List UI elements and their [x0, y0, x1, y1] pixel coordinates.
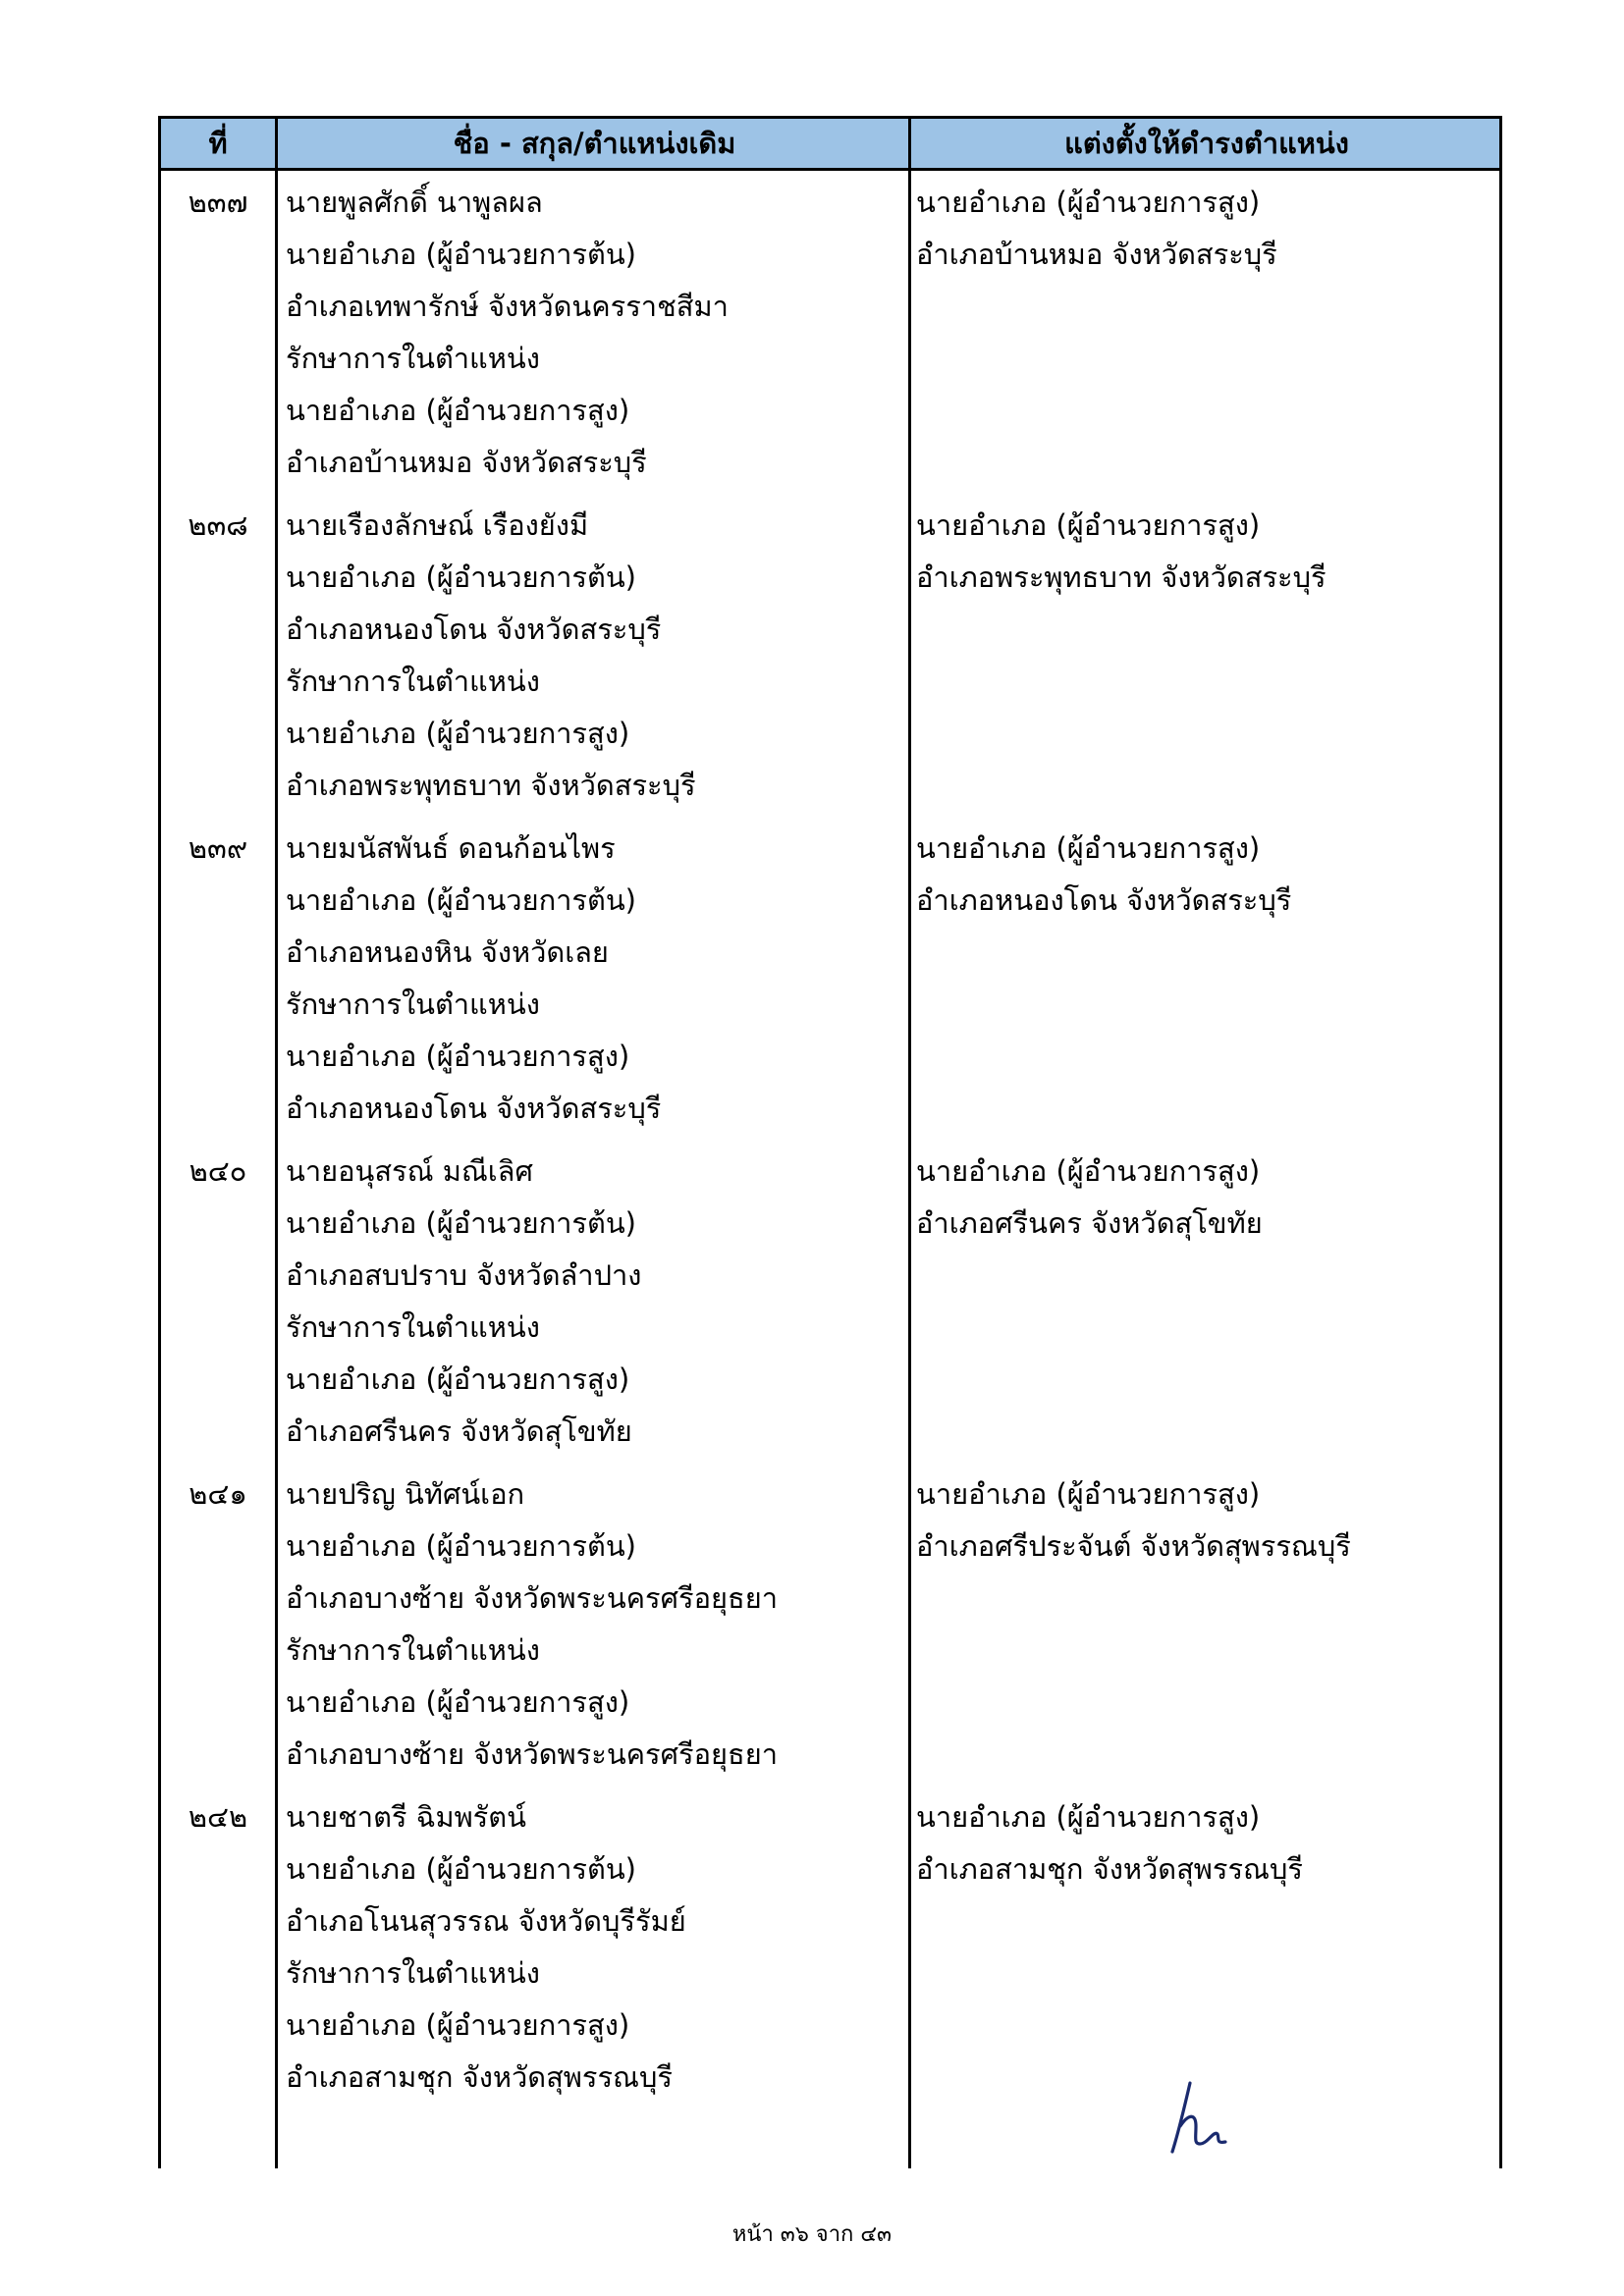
page-number: หน้า ๓๖ จาก ๔๓: [731, 2222, 893, 2247]
entry-name: นายมนัสพันธ์ ดอนก้อนไพร: [286, 831, 616, 865]
entry-new-position: นายอำเภอ (ผู้อำนวยการสูง): [916, 1477, 1261, 1511]
entry-acting: รักษาการในตำแหน่ง: [286, 665, 540, 698]
new-position-cell: [916, 500, 1495, 604]
entry-new-district: อำเภอศรีประจันต์ จังหวัดสุพรรณบุรี: [916, 1529, 1351, 1563]
entry-acting-position: นายอำเภอ (ผู้อำนวยการสูง): [286, 717, 630, 750]
new-position-cell: [916, 1146, 1495, 1250]
entry-new-position: นายอำเภอ (ผู้อำนวยการสูง): [916, 508, 1261, 542]
signature-mark: [1168, 2079, 1237, 2158]
entry-acting-district: อำเภอศรีนคร จังหวัดสุโขทัย: [286, 1415, 632, 1448]
entry-prev-district: อำเภอเทพารักษ์ จังหวัดนครราชสีมา: [286, 290, 729, 323]
entry-number: ๒๓๗: [188, 186, 248, 219]
new-position-cell: [916, 177, 1495, 281]
entry-new-district: อำเภอบ้านหมอ จังหวัดสระบุรี: [916, 238, 1277, 271]
entry-number: ๒๔๐: [189, 1154, 247, 1188]
entry-number: ๒๓๙: [188, 831, 248, 865]
entry-acting-district: อำเภอบางซ้าย จังหวัดพระนครศรีอยุธยา: [286, 1737, 779, 1771]
table-border-left: [158, 116, 161, 2168]
entry-acting-position: นายอำเภอ (ผู้อำนวยการสูง): [286, 1362, 630, 1396]
new-position-cell: [916, 823, 1495, 927]
new-position-cell: [916, 1791, 1495, 1896]
entry-acting-district: อำเภอสามชุก จังหวัดสุพรรณบุรี: [286, 2060, 673, 2094]
entry-acting: รักษาการในตำแหน่ง: [286, 988, 540, 1021]
entry-new-district: อำเภอพระพุทธบาท จังหวัดสระบุรี: [916, 561, 1326, 594]
entry-new-position: นายอำเภอ (ผู้อำนวยการสูง): [916, 1800, 1261, 1834]
entry-acting-district: อำเภอบ้านหมอ จังหวัดสระบุรี: [286, 446, 647, 479]
entry-acting: รักษาการในตำแหน่ง: [286, 1310, 540, 1344]
entry-prev-position: นายอำเภอ (ผู้อำนวยการต้น): [286, 883, 636, 917]
entry-new-position: นายอำเภอ (ผู้อำนวยการสูง): [916, 1154, 1261, 1188]
entry-new-position: นายอำเภอ (ผู้อำนวยการสูง): [916, 186, 1261, 219]
entry-prev-district: อำเภอหนองโดน จังหวัดสระบุรี: [286, 613, 662, 646]
entry-number: ๒๔๒: [188, 1800, 248, 1834]
entry-prev-district: อำเภอสบปราบ จังหวัดลำปาง: [286, 1258, 642, 1292]
entry-name: นายปริญ นิทัศน์เอก: [286, 1477, 525, 1511]
new-position-cell: [916, 1468, 1495, 1573]
entry-number: ๒๔๑: [189, 1477, 247, 1511]
entry-prev-district: อำเภอบางซ้าย จังหวัดพระนครศรีอยุธยา: [286, 1581, 779, 1615]
entry-acting-district: อำเภอหนองโดน จังหวัดสระบุรี: [286, 1092, 662, 1125]
entry-new-district: อำเภอสามชุก จังหวัดสุพรรณบุรี: [916, 1852, 1303, 1886]
entry-new-district: อำเภอหนองโดน จังหวัดสระบุรี: [916, 883, 1292, 917]
entry-acting-position: นายอำเภอ (ผู้อำนวยการสูง): [286, 394, 630, 427]
entry-prev-district: อำเภอโนนสุวรรณ จังหวัดบุรีรัมย์: [286, 1904, 686, 1938]
entry-acting-district: อำเภอพระพุทธบาท จังหวัดสระบุรี: [286, 769, 696, 802]
header-col-name: ชื่อ - สกุล/ตำแหน่งเดิม: [453, 127, 736, 160]
entry-prev-position: นายอำเภอ (ผู้อำนวยการต้น): [286, 561, 636, 594]
table-border-right: [1499, 116, 1502, 2168]
appointment-table: [158, 116, 1502, 2168]
entry-prev-position: นายอำเภอ (ผู้อำนวยการต้น): [286, 1852, 636, 1886]
entry-name: นายอนุสรณ์ มณีเลิศ: [286, 1154, 533, 1188]
entry-prev-position: นายอำเภอ (ผู้อำนวยการต้น): [286, 1529, 636, 1563]
entry-prev-position: นายอำเภอ (ผู้อำนวยการต้น): [286, 238, 636, 271]
entry-acting-position: นายอำเภอ (ผู้อำนวยการสูง): [286, 1040, 630, 1073]
entry-acting-position: นายอำเภอ (ผู้อำนวยการสูง): [286, 2008, 630, 2042]
table-divider-1: [275, 116, 278, 2168]
header-col-no: ที่: [208, 127, 228, 160]
entry-name: นายเรืองลักษณ์ เรืองยังมี: [286, 508, 589, 542]
entry-number: ๒๓๘: [188, 508, 248, 542]
entry-acting: รักษาการในตำแหน่ง: [286, 1633, 540, 1667]
entry-acting: รักษาการในตำแหน่ง: [286, 342, 540, 375]
entry-acting: รักษาการในตำแหน่ง: [286, 1956, 540, 1990]
entry-name: นายพูลศักดิ์ นาพูลผล: [286, 186, 543, 219]
entry-name: นายชาตรี ฉิมพรัตน์: [286, 1800, 526, 1834]
entry-new-position: นายอำเภอ (ผู้อำนวยการสูง): [916, 831, 1261, 865]
entry-prev-district: อำเภอหนองหิน จังหวัดเลย: [286, 935, 609, 969]
entry-new-district: อำเภอศรีนคร จังหวัดสุโขทัย: [916, 1206, 1263, 1240]
header-col-new: แต่งตั้งให้ดำรงตำแหน่ง: [1064, 127, 1349, 160]
entry-acting-position: นายอำเภอ (ผู้อำนวยการสูง): [286, 1685, 630, 1719]
entry-prev-position: นายอำเภอ (ผู้อำนวยการต้น): [286, 1206, 636, 1240]
